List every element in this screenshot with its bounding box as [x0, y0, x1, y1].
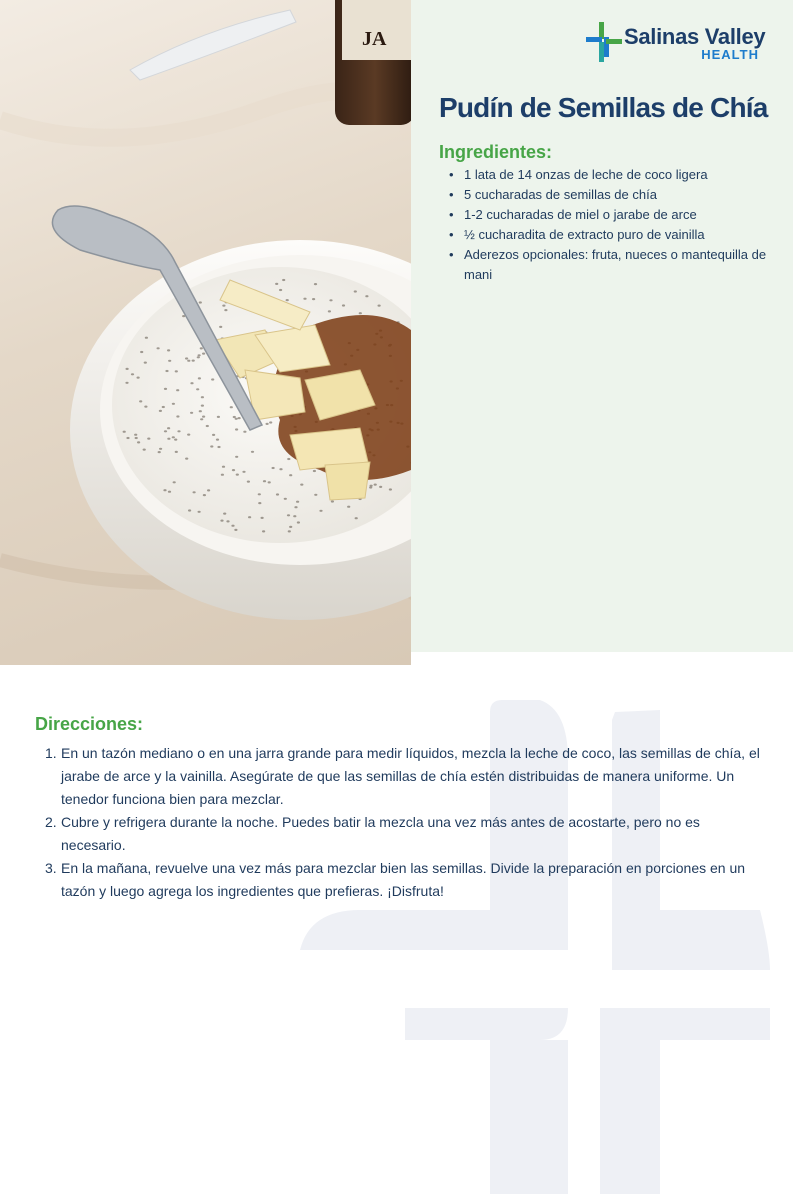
chia-seed	[279, 468, 282, 470]
chia-seed	[224, 309, 227, 311]
chia-seed	[164, 430, 167, 432]
chia-seed	[159, 448, 162, 450]
chia-seed	[222, 466, 225, 468]
directions-list	[45, 742, 760, 903]
chia-seed	[286, 299, 289, 301]
chia-seed	[370, 485, 373, 487]
chia-seed	[210, 445, 213, 447]
chia-seed	[365, 295, 368, 297]
chia-seed	[312, 298, 315, 300]
chia-seed	[137, 441, 140, 443]
chia-seed	[158, 451, 161, 453]
chia-seed	[207, 489, 210, 491]
chia-seed	[235, 418, 238, 420]
chia-seed	[177, 430, 180, 432]
chia-seed	[144, 406, 147, 408]
directions-heading: Direcciones:	[35, 714, 144, 734]
chia-seed	[303, 298, 306, 300]
chia-seed	[135, 437, 138, 439]
chia-seed	[190, 382, 193, 384]
chia-seed	[275, 283, 278, 285]
chia-seed	[187, 360, 190, 362]
chia-seed	[287, 458, 290, 460]
chia-seed	[342, 304, 345, 306]
chia-seed	[374, 484, 377, 486]
chia-seed	[347, 506, 350, 508]
chia-seed	[196, 388, 199, 390]
chia-seed	[174, 439, 177, 441]
chia-seed	[235, 456, 238, 458]
chia-seed	[247, 481, 250, 483]
chia-seed	[269, 421, 272, 423]
chia-seed	[355, 517, 358, 519]
chia-seed	[289, 474, 292, 476]
chia-seed	[263, 480, 266, 482]
step-number: 1.	[45, 745, 57, 761]
chia-seed	[175, 370, 178, 372]
chia-seed	[173, 481, 176, 483]
chia-seed	[242, 471, 245, 473]
chia-seed	[176, 389, 179, 391]
chia-seed	[165, 370, 168, 372]
chia-seed	[168, 491, 171, 493]
chia-seed	[235, 428, 238, 430]
chia-seed	[192, 360, 195, 362]
chia-seed	[143, 449, 146, 451]
chia-seed	[282, 279, 285, 281]
chia-seed	[314, 283, 317, 285]
chia-seed	[163, 489, 166, 491]
step-text: En la mañana, revuelve una vez más para mezclar bien las semillas. Divide la preparación en porciones en un tazón y luego agrega los ingredientes que prefieras. ¡Disfruta!	[61, 860, 746, 899]
chia-seed	[131, 373, 134, 375]
chia-pudding-illustration	[0, 0, 411, 665]
chia-seed	[279, 289, 282, 291]
chia-seed	[201, 405, 204, 407]
chia-seed	[198, 354, 201, 356]
chia-seed	[359, 312, 362, 314]
chia-seed	[378, 305, 381, 307]
chia-seed	[297, 521, 300, 523]
direction-step	[45, 742, 760, 811]
chia-seed	[199, 301, 202, 303]
chia-seed	[139, 400, 142, 402]
chia-seed	[219, 326, 222, 328]
chia-seed	[379, 486, 382, 488]
chia-seed	[193, 491, 196, 493]
chia-seed	[238, 417, 241, 419]
chia-seed	[223, 513, 226, 515]
logo-subtitle: HEALTH	[701, 47, 759, 62]
chia-seed	[168, 360, 171, 362]
ingredient-item: • 5 cucharadas de semillas de chía	[446, 185, 776, 205]
logo-wordmark: Salinas Valley	[624, 24, 766, 49]
chia-seed	[202, 416, 205, 418]
chia-seed	[176, 415, 179, 417]
chia-seed	[258, 493, 261, 495]
chia-seed	[147, 438, 150, 440]
direction-step	[45, 811, 760, 857]
chia-seed	[201, 396, 204, 398]
ingredients-list	[446, 165, 776, 285]
chia-seed	[328, 310, 331, 312]
chia-seed	[266, 423, 269, 425]
chia-seed	[134, 434, 137, 436]
chia-seed	[251, 451, 254, 453]
chia-seed	[272, 467, 275, 469]
chia-seed	[294, 506, 297, 508]
chia-seed	[230, 406, 233, 408]
chia-seed	[198, 511, 201, 513]
chia-seed	[157, 347, 160, 349]
chia-seed	[216, 439, 219, 441]
chia-seed	[222, 305, 225, 307]
chia-seed	[167, 427, 170, 429]
chia-seed	[354, 290, 357, 292]
chia-seed	[233, 416, 236, 418]
chia-seed	[206, 425, 209, 427]
chia-seed	[172, 436, 175, 438]
chia-seed	[125, 382, 128, 384]
chia-seed	[188, 509, 191, 511]
chia-seed	[220, 520, 223, 522]
chia-seed	[211, 378, 214, 380]
chia-seed	[167, 349, 170, 351]
chia-seed	[262, 530, 265, 532]
chia-seed	[231, 525, 234, 527]
chia-seed	[164, 388, 167, 390]
chia-seed	[234, 529, 237, 531]
chia-seed	[145, 337, 148, 339]
chia-seed	[172, 403, 175, 405]
chia-seed	[221, 474, 224, 476]
chia-seed	[187, 434, 190, 436]
chia-seed	[293, 515, 296, 517]
chia-seed	[167, 438, 170, 440]
chia-seed	[389, 488, 392, 490]
chia-seed	[200, 347, 203, 349]
ingredients-heading: Ingredientes:	[439, 142, 553, 162]
chia-seed	[159, 410, 162, 412]
chia-seed	[232, 469, 235, 471]
chia-seed	[331, 500, 334, 502]
recipe-photo	[0, 0, 411, 665]
jar-label-text: JA	[362, 28, 387, 50]
salinas-valley-logo	[586, 22, 781, 64]
chia-seed	[243, 431, 246, 433]
chia-seed	[203, 494, 206, 496]
chia-seed	[217, 446, 220, 448]
step-text: Cubre y refrigera durante la noche. Puedes batir la mezcla una vez más antes de acostarte, pero no es necesario.	[61, 814, 700, 853]
chia-seed	[329, 299, 332, 301]
chia-seed	[202, 353, 205, 355]
chia-seed	[200, 418, 203, 420]
chia-seed	[126, 437, 129, 439]
step-text: En un tazón mediano o en una jarra grande para medir líquidos, mezcla la leche de coco, las semillas de chía, el jarabe de arce y la vainilla. Asegúrate de que las semillas de chía estén distribuidas de manera uniforme. Un tenedor funciona bien para mezclar.	[61, 745, 760, 807]
ingredient-item: • ½ cucharadita de extracto puro de vainilla	[446, 225, 776, 245]
chia-seed	[258, 502, 261, 504]
step-number: 2.	[45, 814, 57, 830]
chia-seed	[198, 377, 201, 379]
chia-seed	[199, 410, 202, 412]
chia-seed	[137, 377, 140, 379]
step-number: 3.	[45, 860, 57, 876]
chia-seed	[288, 530, 291, 532]
cross-logo-icon	[586, 22, 622, 62]
chia-seed	[212, 434, 215, 436]
chia-seed	[175, 451, 178, 453]
chia-seed	[236, 474, 239, 476]
chia-seed	[185, 357, 188, 359]
chia-seed	[190, 412, 193, 414]
chia-seed	[296, 501, 299, 503]
chia-seed	[197, 356, 200, 358]
chia-seed	[123, 431, 126, 433]
chia-seed	[268, 481, 271, 483]
chia-seed	[248, 516, 251, 518]
chia-seed	[217, 416, 220, 418]
chia-seed	[313, 470, 316, 472]
chia-seed	[226, 520, 229, 522]
chia-seed	[276, 493, 279, 495]
chia-seed	[319, 510, 322, 512]
chia-seed	[126, 368, 129, 370]
direction-step	[45, 857, 760, 903]
ingredient-item: • 1-2 cucharadas de miel o jarabe de arce	[446, 205, 776, 225]
recipe-title: Pudín de Semillas de Chía	[439, 92, 768, 123]
chia-seed	[162, 406, 165, 408]
chia-seed	[140, 351, 143, 353]
ingredient-item: • Aderezos opcionales: fruta, nueces o mantequilla de mani	[446, 245, 776, 285]
ingredient-item: • 1 lata de 14 onzas de leche de coco ligera	[446, 165, 776, 185]
chia-seed	[300, 484, 303, 486]
chia-seed	[185, 458, 188, 460]
chia-seed	[144, 362, 147, 364]
chia-seed	[289, 526, 292, 528]
chia-seed	[284, 498, 287, 500]
chia-seed	[287, 514, 290, 516]
chia-seed	[261, 517, 264, 519]
chia-seed	[314, 494, 317, 496]
